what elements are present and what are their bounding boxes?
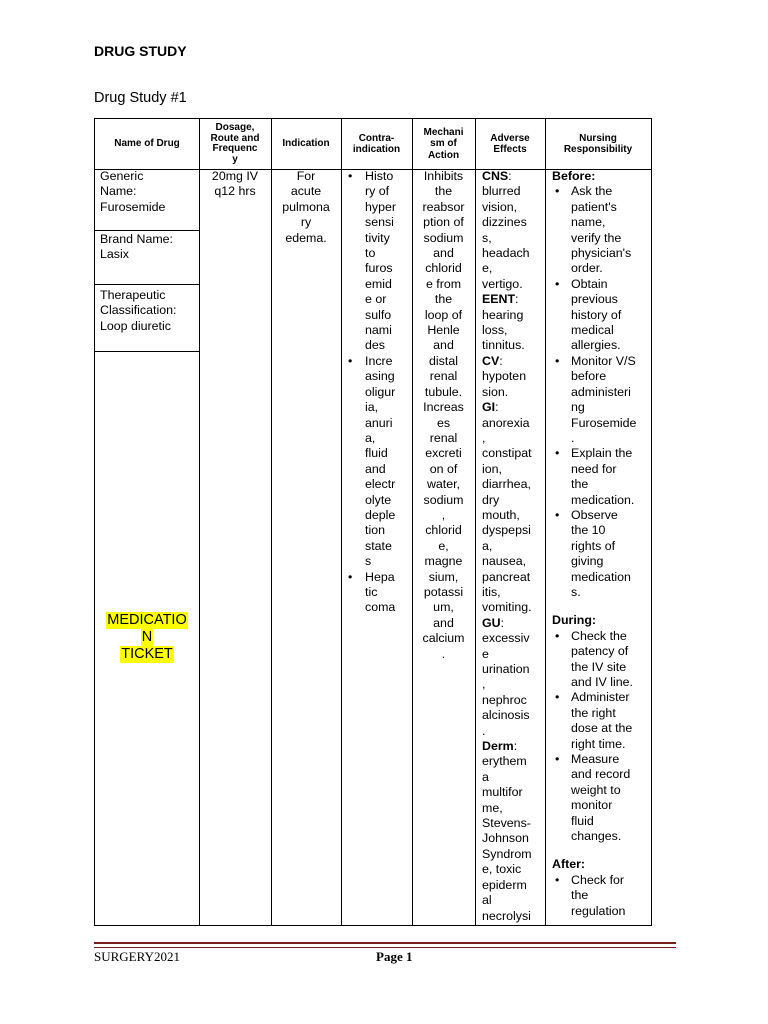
before-list: [552, 184, 651, 600]
header-adverse-effects: Adverse Effects: [490, 132, 530, 155]
list-item: • Obtain previous history of medical allergies.: [552, 277, 651, 354]
list-item: • Histo ry of hyper sensi tivity to furos emid e or sulfo nami des: [342, 169, 412, 354]
footer-divider: [94, 942, 676, 944]
document-subtitle: Drug Study #1: [94, 90, 187, 106]
list-item: • Hepa tic coma: [342, 570, 412, 616]
therapeutic-classification: Therapeutic Classification: Loop diuretic: [100, 288, 177, 333]
document-title: DRUG STUDY: [94, 43, 187, 59]
dosage-cell: 20mg IV q12 hrs: [211, 169, 259, 199]
indication-cell: For acute pulmona ry edema.: [282, 169, 330, 245]
mechanism-cell: Inhibits the reabsor ption of sodium and chlorid e from the loop of Henle and distal renal tubule. Increas es renal excreti on of water, sodium , chlorid e, magne sium, potassi um, and calcium .: [422, 169, 465, 661]
drug-study-table: [94, 118, 652, 926]
brand-name: Brand Name: Lasix: [100, 232, 174, 262]
list-item: • Monitor V/S before administeri ng Furosemide .: [552, 354, 651, 446]
page-number: Page 1: [376, 949, 413, 964]
phase-before: Before:: [552, 169, 596, 183]
column-divider: [199, 119, 200, 925]
header-dosage: Dosage, Route and Frequenc y: [210, 122, 260, 165]
generic-name: Generic Name: Furosemide: [100, 169, 166, 214]
list-item: • Check the patency of the IV site and IV line.: [552, 629, 651, 691]
adverse-effects-cell: CNS: blurred vision, dizzines s, headach e, vertigo. EENT: hearing loss, tinnitus. CV: hypoten sion. GI: anorexia , constipat ion, diarrhea, dry mouth, dyspepsi a, nausea, pancreat itis, vomiting. GU: excessiv e urination , nephroc alcinosis . Derm: erythem a multifor me, Stevens- Johnson Syndrom e, toxic epiderm al necrolysi: [482, 169, 532, 923]
contraindication-cell: [342, 169, 412, 616]
list-item: • Incre asing oligur ia, anuri a, fluid and electr olyte deple tion state s: [342, 354, 412, 570]
contraindication-list: [342, 169, 412, 616]
header-nursing: Nursing Responsibility: [563, 132, 633, 155]
medication-ticket-label: MEDICATIO N TICKET: [107, 612, 187, 662]
footer-course-label: SURGERY2021: [94, 949, 180, 964]
list-item: • Observe the 10 rights of giving medication s.: [552, 508, 651, 600]
after-list: [552, 873, 651, 919]
list-item: • Administer the right dose at the right time.: [552, 690, 651, 752]
row-divider: [95, 230, 199, 231]
list-item: • Measure and record weight to monitor fluid changes.: [552, 752, 651, 844]
header-mechanism: Mechani sm of Action: [423, 126, 464, 161]
footer-divider: [94, 947, 676, 948]
phase-during: During:: [552, 613, 597, 628]
nursing-cell: [552, 169, 651, 919]
header-contraindication: Contra- indication: [352, 132, 401, 155]
row-divider: [95, 284, 199, 285]
phase-after: After:: [552, 857, 586, 872]
list-item: • Explain the need for the medication.: [552, 446, 651, 508]
column-divider: [545, 119, 546, 925]
header-name-of-drug: Name of Drug: [114, 138, 180, 150]
row-divider: [95, 351, 199, 352]
header-indication: Indication: [282, 138, 330, 150]
during-list: [552, 629, 651, 845]
list-item: • Check for the regulation: [552, 873, 651, 919]
column-divider: [475, 119, 476, 925]
list-item: • Ask the patient's name, verify the physician's order.: [552, 184, 651, 276]
